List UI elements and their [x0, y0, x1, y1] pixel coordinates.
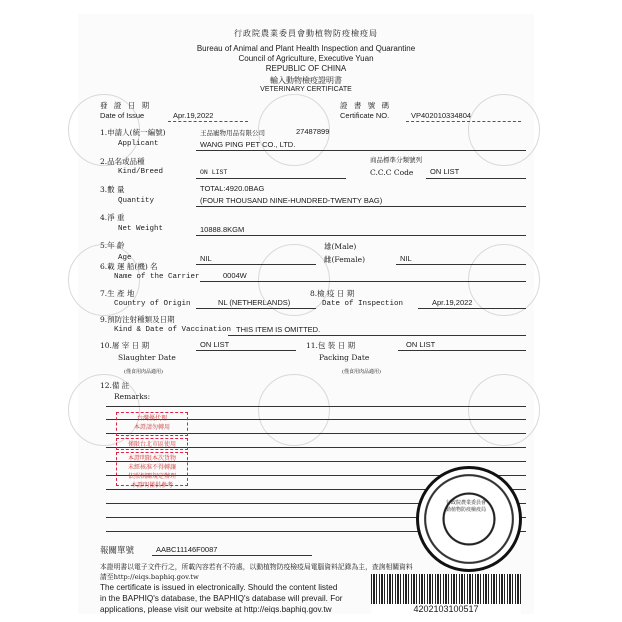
report-number-value: AABC11146F0087 — [156, 545, 218, 554]
inspection-date-label-en: Date of Inspection — [322, 300, 404, 308]
underline — [228, 335, 526, 336]
cert-no-label-en: Certificate NO. — [340, 111, 390, 120]
vaccination-label-en: Kind & Date of Vaccination — [114, 326, 232, 334]
issue-date-value: Apr.19,2022 — [173, 111, 214, 120]
applicant-label-cn: 1.申請人(統一編號) — [100, 128, 166, 137]
issue-date-label-en: Date of Issue — [100, 111, 145, 120]
product-label-en: Kind/Breed — [118, 168, 164, 176]
notice-cn: 本證明書以電子文件行之，所載內容若有不符處，以動植物防疫檢疫局電腦資料記錄為主，查詢相關資料 — [100, 563, 413, 571]
header-cert-cn: 輸入動物檢疫證明書 — [270, 76, 342, 85]
underline — [168, 121, 248, 122]
header-council-en: Council of Agriculture, Executive Yuan — [238, 54, 374, 63]
underline — [196, 235, 526, 236]
ccc-value: ON LIST — [430, 167, 460, 176]
packing-date-value: ON LIST — [406, 340, 436, 349]
remarks-line — [106, 406, 526, 407]
packing-date-note: (僅食用肉品適用) — [342, 369, 381, 375]
remarks-label-cn: 12.備 註 — [100, 381, 130, 390]
carrier-label-en: Name of the Carrier — [114, 273, 200, 281]
sex-value: NIL — [400, 254, 412, 263]
issue-date-label-cn: 發 證 日 期 — [100, 101, 152, 110]
header-title-cn: 行政院農業委員會動植物防疫檢疫局 — [234, 29, 378, 38]
underline — [196, 350, 296, 351]
slaughter-date-label-en: Slaughter Date — [118, 353, 176, 362]
underline — [152, 555, 312, 556]
remarks-label-en: Remarks: — [114, 392, 151, 401]
watermark-rosette — [468, 374, 540, 446]
header-country-en: REPUBLIC OF CHINA — [265, 64, 347, 73]
ccc-label-cn: 商品標準分類號列 — [370, 156, 422, 164]
carrier-label-cn: 6.載 運 船(機) 名 — [100, 262, 158, 271]
quantity-label-en: Quantity — [118, 197, 155, 205]
weight-label-en: Net Weight — [118, 225, 164, 233]
applicant-name-cn: 王品寵物用品有限公司 — [200, 129, 265, 137]
watermark-rosette — [468, 94, 540, 166]
origin-label-cn: 7.生 產 地 — [100, 289, 135, 298]
packing-date-label-cn: 11.包 裝 日 期 — [306, 341, 356, 350]
red-stamp-notice: 本證明限本次貨物 未經核准不得轉讓 依照相關規定辦理 本證明僅供參考 — [116, 452, 188, 486]
red-stamp-area: 僅限台北市區使用 — [116, 438, 188, 450]
weight-label-cn: 4.淨 重 — [100, 213, 125, 222]
underline — [406, 121, 521, 122]
underline — [426, 178, 526, 179]
slaughter-date-note: (僅食用肉品適用) — [124, 369, 163, 375]
sex-male-label: 雄(Male) — [324, 242, 357, 251]
official-seal — [416, 466, 522, 572]
underline — [418, 308, 526, 309]
watermark-rosette — [258, 374, 330, 446]
slaughter-date-value: ON LIST — [200, 340, 230, 349]
report-number-label: 報關單號 — [100, 546, 135, 556]
ccc-label-en: C.C.C Code — [370, 168, 414, 177]
origin-label-en: Country of Origin — [114, 300, 191, 308]
underline — [196, 206, 526, 207]
underline — [196, 178, 346, 179]
underline — [196, 150, 526, 151]
cert-no-label-cn: 證 書 號 碼 — [340, 101, 392, 110]
slaughter-date-label-cn: 10.屠 宰 日 期 — [100, 341, 150, 350]
packing-date-label-en: Packing Date — [319, 353, 370, 362]
underline — [398, 350, 526, 351]
watermark-rosette — [468, 244, 540, 316]
vaccination-value: THIS ITEM IS OMITTED. — [236, 325, 321, 334]
sex-female-label: 雌(Female) — [324, 255, 366, 264]
official-seal-text: 行政院農業委員會動植物防疫檢疫局 — [445, 500, 486, 513]
notice-en-line3: applications, please visit our website at http://eiqs.baphiq.gov.tw — [100, 605, 332, 614]
applicant-id: 27487899 — [296, 127, 330, 136]
product-label-cn: 2.品名或品種 — [100, 157, 145, 166]
age-value: NIL — [200, 254, 212, 263]
origin-value: NL (NETHERLANDS) — [218, 298, 291, 307]
quantity-label-cn: 3.數 量 — [100, 185, 125, 194]
vaccination-label-cn: 9.預防注射種類及日期 — [100, 315, 175, 324]
cert-no-value: VP402010334804 — [411, 111, 472, 120]
header-bureau-en: Bureau of Animal and Plant Health Inspection and Quarantine — [196, 44, 416, 53]
age-label-cn: 5.年 齡 — [100, 241, 125, 250]
underline — [196, 308, 316, 309]
barcode-number: 4202103100517 — [371, 604, 521, 614]
inspection-date-label-cn: 8.檢 疫 日 期 — [310, 289, 355, 298]
underline — [196, 264, 316, 265]
product-value: ON LIST — [200, 169, 228, 176]
carrier-value: 0004W — [223, 271, 247, 280]
red-stamp-agency: 台灣優代理 本證請勿轉用 — [116, 412, 188, 436]
applicant-name-en: WANG PING PET CO., LTD. — [200, 140, 296, 149]
inspection-date-value: Apr.19,2022 — [432, 298, 473, 307]
underline — [396, 264, 526, 265]
notice-url: 請至http://eiqs.baphiq.gov.tw — [100, 573, 199, 581]
age-label-en: Age — [118, 254, 132, 262]
header-cert-en: VETERINARY CERTIFICATE — [260, 86, 352, 93]
quantity-value-total: TOTAL:4920.0BAG — [200, 184, 265, 193]
quantity-value-words: (FOUR THOUSAND NINE-HUNDRED-TWENTY BAG) — [200, 196, 383, 205]
underline — [200, 281, 526, 282]
notice-en-line2: in the BAPHIQ's database, the BAPHIQ's database will prevail. For — [100, 594, 343, 603]
applicant-label-en: Applicant — [118, 140, 159, 148]
certificate-paper — [78, 14, 534, 614]
notice-en-line1: The certificate is issued in electronically. Should the content listed — [100, 583, 338, 592]
weight-value: 10888.8KGM — [200, 225, 245, 234]
